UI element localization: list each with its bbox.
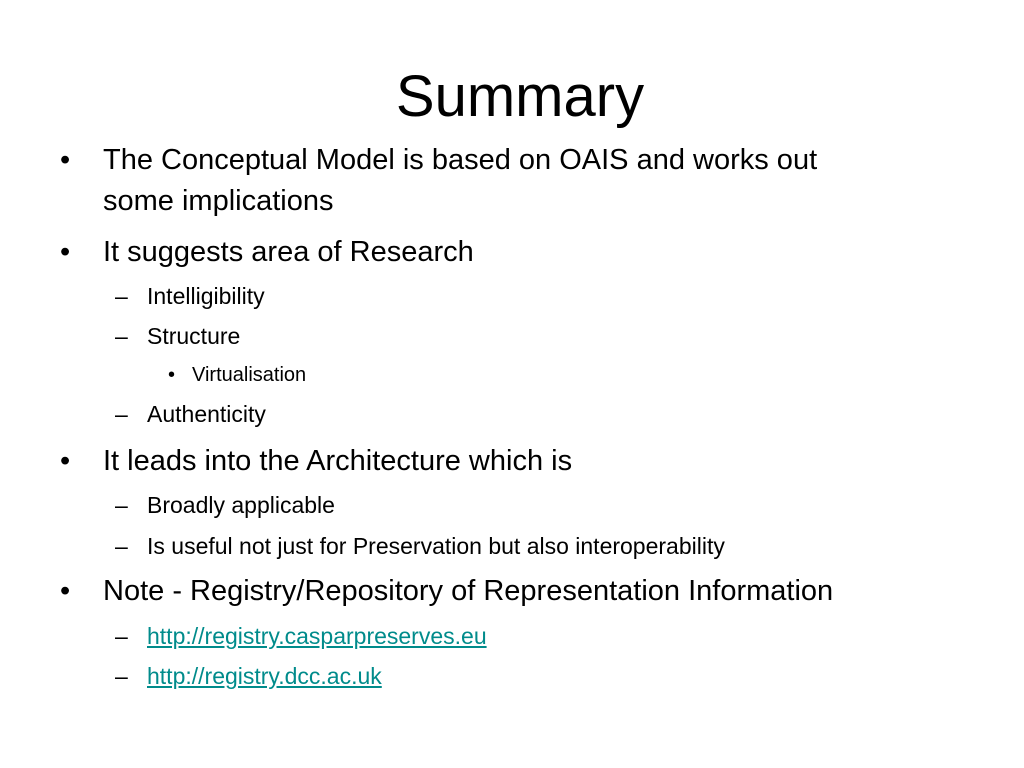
bullet-text: It suggests area of Research bbox=[103, 236, 474, 268]
caspar-registry-link[interactable]: http://registry.casparpreserves.eu bbox=[147, 623, 487, 649]
dash-marker: – bbox=[115, 663, 128, 689]
dash-marker: – bbox=[115, 492, 128, 518]
bullet-text: It leads into the Architecture which is bbox=[103, 445, 573, 477]
bullet-marker: • bbox=[60, 575, 71, 607]
dash-marker: – bbox=[115, 283, 128, 309]
bullet-marker: • bbox=[60, 144, 71, 176]
sub-item-text: Intelligibility bbox=[147, 283, 265, 309]
dash-marker: – bbox=[115, 533, 128, 559]
dash-marker: – bbox=[115, 323, 128, 349]
bullet-text-continuation: some implications bbox=[103, 185, 334, 217]
slide-title: Summary bbox=[395, 64, 645, 129]
sub-sub-item-text: Virtualisation bbox=[192, 364, 307, 386]
bullet-marker: • bbox=[60, 445, 71, 477]
dcc-registry-link[interactable]: http://registry.dcc.ac.uk bbox=[147, 663, 382, 689]
dash-marker: – bbox=[115, 401, 128, 427]
sub-item-text: Authenticity bbox=[147, 401, 266, 427]
bullet-text: Note - Registry/Repository of Representation Information bbox=[103, 575, 834, 607]
dash-marker: – bbox=[115, 623, 128, 649]
sub-item-text: Structure bbox=[147, 323, 241, 349]
bullet-marker: • bbox=[60, 236, 71, 268]
sub-item-text: Broadly applicable bbox=[147, 492, 335, 518]
bullet-marker: • bbox=[168, 364, 176, 386]
bullet-text: The Conceptual Model is based on OAIS and works out bbox=[103, 144, 818, 176]
sub-item-text: Is useful not just for Preservation but also interoperability bbox=[147, 533, 725, 559]
